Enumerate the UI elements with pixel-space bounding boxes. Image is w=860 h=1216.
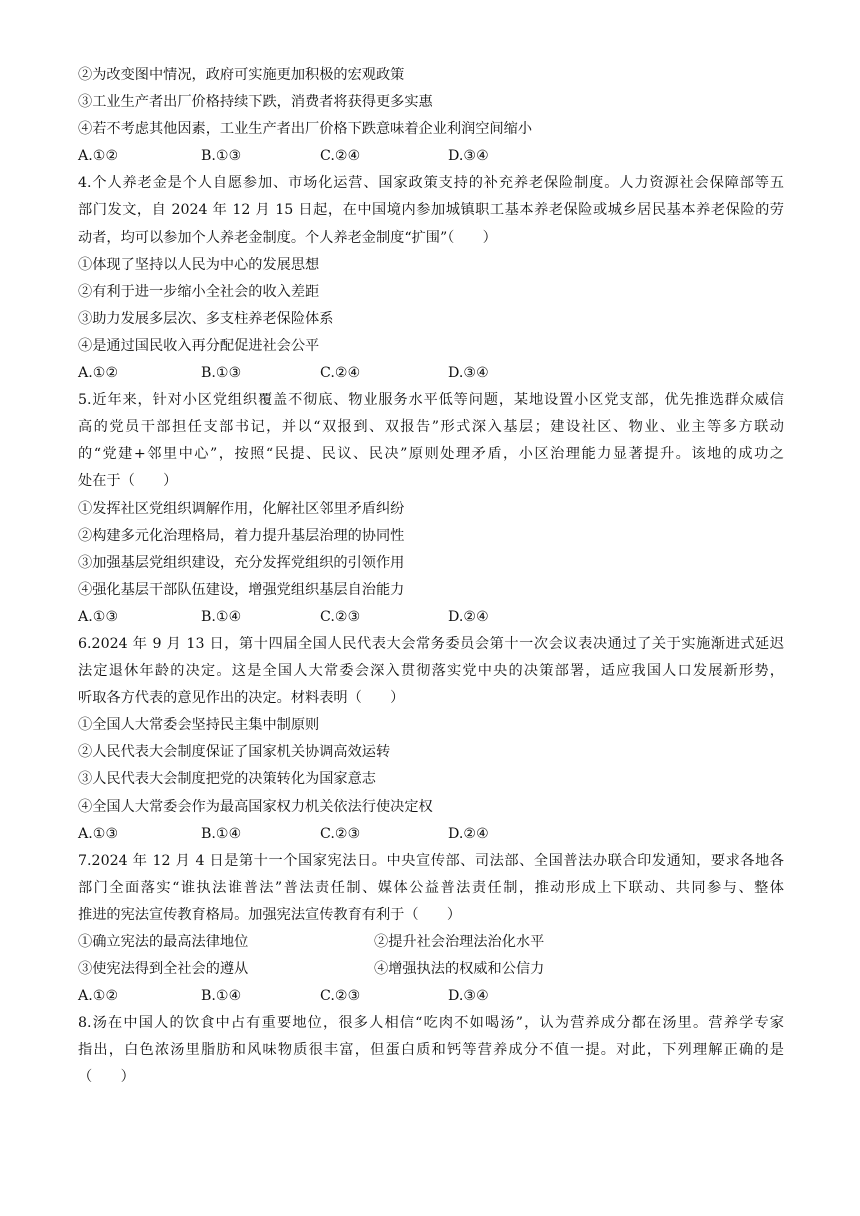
option-d[interactable]: D.③④ <box>448 365 489 382</box>
question-6 <box>78 631 784 848</box>
question-stem <box>78 1010 784 1091</box>
option-a[interactable]: A.①③ <box>78 825 119 842</box>
stem-line: 动者，均可以参加个人养老金制度。个人养老金制度“扩围”（ ） <box>78 229 497 246</box>
option-a[interactable]: A.①② <box>78 365 119 382</box>
option-d[interactable]: D.③④ <box>448 148 489 165</box>
answer-options <box>78 604 784 631</box>
choice-item: ④强化基层干部队伍建设，增强党组织基层自治能力 <box>78 581 405 598</box>
option-c[interactable]: C.②③ <box>320 825 361 842</box>
choice-item: ②构建多元化治理格局，着力提升基层治理的协同性 <box>78 527 405 544</box>
stem-line: 8.汤在中国人的饮食中占有重要地位，很多人相信“吃肉不如喝汤”，认为营养成分都在汤里。营养学专家 <box>78 1015 784 1032</box>
stem-line: 部门发文，自 2024 年 12 月 15 日起，在中国境内参加城镇职工基本养老保险或城乡居民基本养老保险的劳 <box>78 202 784 219</box>
stem-line: 高的党员干部担任支部书记，并以“双报到、双报告”形式深入基层；建设社区、物业、业主等多方联动 <box>78 419 784 436</box>
choice-row <box>78 956 784 983</box>
choice-item: ②有利于进一步缩小全社会的收入差距 <box>78 283 320 300</box>
choice-row <box>78 929 784 956</box>
question-4 <box>78 170 784 387</box>
stem-line: 听取各方代表的意见作出的决定。材料表明（ ） <box>78 690 405 707</box>
stem-line: 4.个人养老金是个人自愿参加、市场化运营、国家政策支持的补充养老保险制度。人力资源社会保障部等五 <box>78 175 784 192</box>
question-3 <box>78 62 784 170</box>
option-a[interactable]: A.①③ <box>78 608 119 625</box>
stem-line: 推进的宪法宣传教育格局。加强宪法宣传教育有利于（ ） <box>78 906 462 923</box>
stem-line: 6.2024 年 9 月 13 日，第十四届全国人民代表大会常务委员会第十一次会议表决通过了关于实施渐进式延迟 <box>78 635 784 652</box>
stem-line: 法定退休年龄的决定。这是全国人大常委会深入贯彻落实党中央的决策部署，适应我国人口发展新形势， <box>78 663 784 680</box>
option-a[interactable]: A.①② <box>78 148 119 165</box>
stem-line: （ ） <box>78 1069 135 1086</box>
answer-options <box>78 983 784 1010</box>
choice-item: ③使宪法得到全社会的遵从 <box>78 961 249 978</box>
answer-options <box>78 143 784 170</box>
option-a[interactable]: A.①② <box>78 988 119 1005</box>
choice-item: ③人民代表大会制度把党的决策转化为国家意志 <box>78 771 376 788</box>
choice-item: ②人民代表大会制度保证了国家机关协调高效运转 <box>78 744 391 761</box>
option-b[interactable]: B.①④ <box>201 608 242 625</box>
option-d[interactable]: D.②④ <box>448 608 489 625</box>
choice-item: ②为改变图中情况，政府可实施更加积极的宏观政策 <box>78 67 405 83</box>
option-b[interactable]: B.①④ <box>201 988 242 1005</box>
choice-item: ③工业生产者出厂价格持续下跌，消费者将获得更多实惠 <box>78 94 433 111</box>
choice-item: ③助力发展多层次、多支柱养老保险体系 <box>78 310 334 327</box>
question-8 <box>78 1010 784 1091</box>
stem-line: 处在于（ ） <box>78 473 178 490</box>
choice-item: ④增强执法的权威和公信力 <box>374 961 545 978</box>
exam-page <box>78 62 784 1092</box>
question-stem <box>78 170 784 251</box>
choice-item: ①发挥社区党组织调解作用，化解社区邻里矛盾纠纷 <box>78 500 405 517</box>
answer-options <box>78 821 784 848</box>
choice-item: ④全国人大常委会作为最高国家权力机关依法行使决定权 <box>78 798 433 815</box>
option-b[interactable]: B.①③ <box>201 365 242 382</box>
choice-item: ③加强基层党组织建设，充分发挥党组织的引领作用 <box>78 554 405 571</box>
option-c[interactable]: C.②④ <box>320 365 361 382</box>
option-b[interactable]: B.①④ <box>201 825 242 842</box>
option-d[interactable]: D.②④ <box>448 825 489 842</box>
stem-line: 指出，白色浓汤里脂肪和风味物质很丰富，但蛋白质和钙等营养成分不值一提。对此，下列理解正确的是 <box>78 1042 784 1059</box>
question-5 <box>78 387 784 631</box>
choice-item: ①全国人大常委会坚持民主集中制原则 <box>78 717 320 734</box>
stem-line: 5.近年来，针对小区党组织覆盖不彻底、物业服务水平低等问题，某地设置小区党支部，优先推选群众威信 <box>78 392 784 409</box>
choice-item: ④是通过国民收入再分配促进社会公平 <box>78 337 320 354</box>
question-7 <box>78 848 784 1011</box>
choice-item: ①体现了坚持以人民为中心的发展思想 <box>78 256 320 273</box>
option-d[interactable]: D.③④ <box>448 988 489 1005</box>
option-c[interactable]: C.②③ <box>320 988 361 1005</box>
choice-item: ②提升社会治理法治化水平 <box>374 934 545 950</box>
option-c[interactable]: C.②④ <box>320 148 361 165</box>
stem-line: 部门全面落实“谁执法谁普法”普法责任制、媒体公益普法责任制，推动形成上下联动、共同参与、整体 <box>78 879 784 896</box>
option-c[interactable]: C.②③ <box>320 608 361 625</box>
question-stem <box>78 848 784 929</box>
choice-item: ①确立宪法的最高法律地位 <box>78 934 249 950</box>
choice-item: ④若不考虑其他因素，工业生产者出厂价格下跌意味着企业利润空间缩小 <box>78 121 533 138</box>
stem-line: 7.2024 年 12 月 4 日是第十一个国家宪法日。中央宣传部、司法部、全国普法办联合印发通知，要求各地各 <box>78 852 784 869</box>
question-stem <box>78 631 784 712</box>
option-b[interactable]: B.①③ <box>201 148 242 165</box>
stem-line: 的“党建+邻里中心”，按照“民提、民议、民决”原则处理矛盾，小区治理能力显著提升。该地的成功之 <box>78 446 784 463</box>
answer-options <box>78 360 784 387</box>
question-stem <box>78 387 784 495</box>
